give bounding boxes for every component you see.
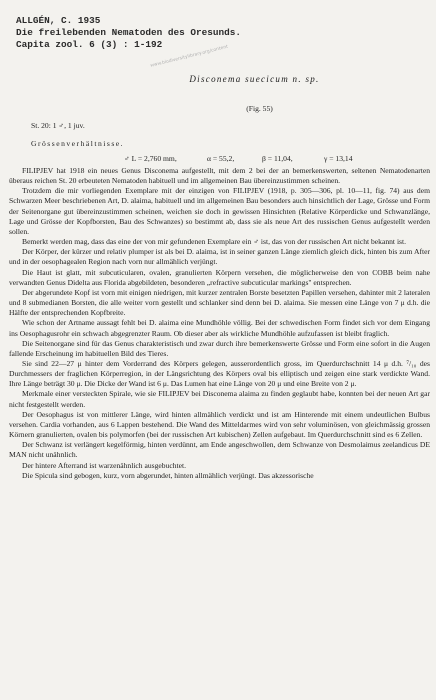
species-heading: Disconema suecicum n. sp.: [189, 74, 320, 84]
paragraph: Die Seitenorgane sind für das Genus charakteristisch und zwar durch ihre bemerkenswerte Grösse und Form eine sofort in die Augen fallende Erscheinung im habituellen Bild des Tieres.: [9, 338, 430, 358]
paragraph: Der Oesophagus ist von mittlerer Länge, wird hinten allmählich verdickt und ist am Hinterende mit einem undeutlichen Bulbus versehen. Cardia vorhanden, aus 6 Lappen bestehend. Die Wand des Mitteldarmes wird von sehr voluminösen, von gleichmässig grossen Körnern granulierten, ovalen bis polymorfen (bei der russischen Art kubischen) Zellen aufgebaut. Im Querdurchschnitt sind es 6 Zellen.: [9, 409, 430, 440]
paragraph: Der Schwanz ist verlängert kegelförmig, hinten verdünnt, am Ende angeschwollen, dem Schwanze von Desmolaimus zeelandicus DE MAN nicht unähnlich.: [9, 440, 430, 460]
citation-stamp: [16, 0, 430, 51]
paragraph: Der Körper, der kürzer und relativ plumper ist als bei D. alaima, ist in seiner ganzen Länge ziemlich gleich dick, hinten bis zum After und in der oesophagealen Region nach vorn nur allmählich verjüngt.: [9, 247, 430, 267]
body-text: [9, 166, 430, 481]
citation-title: Die freilebenden Nematoden des Oresunds.: [16, 27, 242, 38]
paragraph: Bemerkt werden mag, dass das eine der von mir gefundenen Exemplare ein ♂ ist, das von der russischen Art nicht bekannt ist.: [22, 237, 407, 247]
watermark: www.biodiversitylibrary.org/content: [150, 44, 229, 69]
paragraph: Der hintere Afterrand ist warzenähnlich ausgebuchtet.: [22, 460, 187, 470]
paragraph: Sie sind 22—27 μ hinter dem Vorderrand des Körpers gelegen, ausserordentlich gross, im Querdurchschnitt 14 μ d.h. ⁷/₁₀ des Durchmessers der fraglichen Körperregion, in der Längsrichtung des Körpers oval bis elliptisch und zeigen eine stark verdickte Wand. Ihre Länge beträgt 30 μ. Die Dicke der Wand ist 6 μ. Das Lumen hat eine Länge von 20 μ und eine Breite von 2 μ.: [9, 358, 430, 389]
citation-journal: Capita zool. 6 (3) : 1-192: [16, 39, 163, 50]
paragraph: Wie schon der Artname aussagt fehlt bei D. alaima eine Mundhöhle völlig. Bei der schwedischen Form findet sich vor dem Eingang ins Oesophagusrohr ein schwach abgegrenzter Raum. Ob dieser aber als wirkliche Mundhöhle aufzufassen ist bleibt fraglich.: [9, 318, 430, 338]
measurement-gamma: γ = 13,14: [324, 154, 353, 163]
paragraph: Merkmale einer versteckten Spirale, wie sie FILIPJEV bei Disconema alaima zu finden geglaubt habe, konnten bei der neuen Art gar nicht festgestellt werden.: [9, 389, 430, 409]
paragraph: Die Haut ist glatt, mit subcuticularen, ovalen, granulierten Körpern versehen, die möglicherweise den von COBB beim nahe verwandten Genus Didelta aus Florida abgebildeten, besonderen „refractive subcuticular markings" entsprechen.: [9, 267, 430, 287]
paragraph: Trotzdem die mir vorliegenden Exemplare mit der einzigen von FILIPJEV (1918, p. 305—306, pl. 10—11, fig. 74) aus dem Schwarzen Meer beschriebenen Art, D. alaima, habituell und im allgemeinen Bau besonders auch hinsichtlich der Lage, Grösse und Form der Seitenorgane gut übereinzustimmen scheinen, weichen sie doch in gewissen Hinsichten (Relative Körperdicke und Schwanzlänge, Lage und Grösse der Kopfborsten, Bau des Schwanzes) so bestimmt ab, dass sie als neue Art des russischen Genus aufgestellt werden sollen.: [9, 186, 430, 236]
station-record: St. 20: 1 ♂, 1 juv.: [31, 121, 85, 130]
paragraph: Der abgerundete Kopf ist vorn mit einigen niedrigen, mit kurzer zentralen Borste besetzten Papillen versehen, dahinter mit 2 lateralen und 8 submedianen Borsten, die alle weiter vorn gestellt und schlanker sind denn bei D. alaima. Sie messen eine Länge von 7 μ d.h. die Hälfte der entsprechenden Kopfbreite.: [9, 287, 430, 318]
sizes-heading: Grössenverhältnisse.: [31, 139, 125, 148]
paragraph: Die Spicula sind gebogen, kurz, vorn abgerundet, hinten allmählich verjüngt. Das akzessorische: [22, 470, 314, 480]
measurements-row: [9, 154, 430, 164]
measurement-alpha: α = 55,2,: [207, 154, 235, 163]
measurement-beta: β = 11,04,: [262, 154, 293, 163]
citation-author: ALLGÉN, C. 1935: [16, 15, 101, 26]
measurement-length: ♂ L = 2,760 mm,: [124, 154, 177, 163]
figure-reference: (Fig. 55): [246, 104, 273, 113]
paragraph: FILIPJEV hat 1918 ein neues Genus Disconema aufgestellt, mit dem 2 bei der an bemerkenswerten, seltenen Nematodenarten überaus reichen St. 20 erbeuteten Nematoden habituell und im allgemeinen Bau übereinzustimmen scheinen.: [9, 166, 430, 186]
